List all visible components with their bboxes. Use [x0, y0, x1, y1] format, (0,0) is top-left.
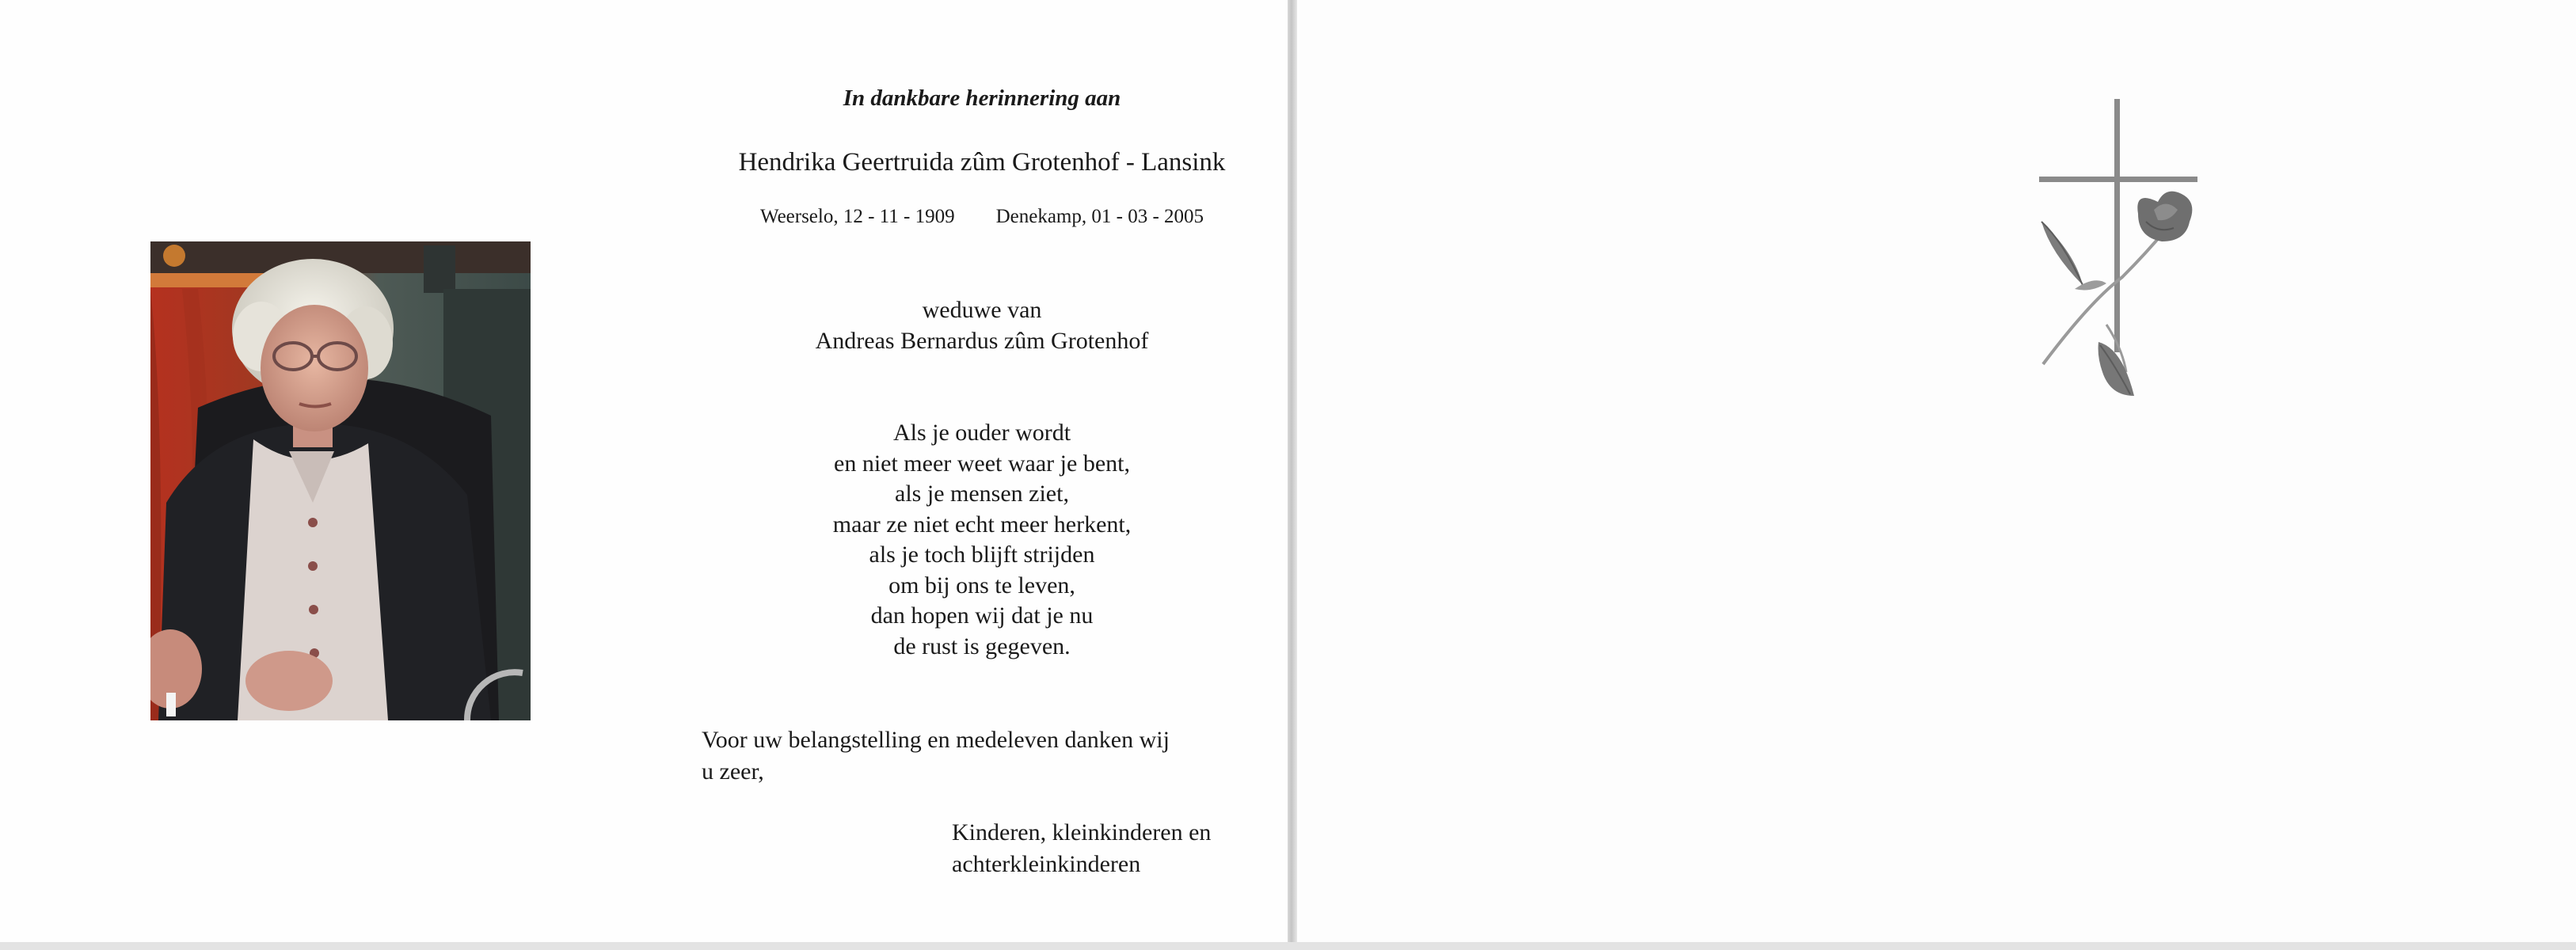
poem-line: als je mensen ziet, [895, 481, 1069, 507]
death-date: Denekamp, 01 - 03 - 2005 [995, 206, 1204, 227]
portrait-photo [150, 241, 531, 720]
birth-date: Weerselo, 12 - 11 - 1909 [759, 206, 955, 227]
card-back-page [1297, 0, 2576, 942]
thanks-message [702, 724, 1256, 788]
card-fold [1288, 0, 1297, 950]
thanks-line: Voor uw belangstelling en medeleven danken wij [702, 727, 1170, 753]
poem-line: om bij ons te leven, [888, 572, 1075, 598]
scan-bottom-edge [0, 942, 2576, 950]
card-inner-page [0, 0, 1288, 942]
poem-line: dan hopen wij dat je nu [870, 602, 1094, 629]
card-heading: In dankbare herinnering aan [843, 86, 1121, 111]
poem-line: de rust is gegeven. [893, 633, 1071, 659]
poem-line: maar ze niet echt meer herkent, [832, 511, 1132, 538]
poem-line: als je toch blijft strijden [869, 542, 1095, 568]
signature-block [952, 817, 1253, 880]
thanks-line: u zeer, [702, 758, 764, 785]
spouse-section [697, 294, 1267, 356]
cross-with-rose-icon [2027, 95, 2201, 420]
portrait-illustration [150, 241, 531, 720]
poem-line: en niet meer weet waar je bent, [834, 450, 1130, 477]
widow-label: weduwe van [922, 297, 1042, 323]
poem-line: Als je ouder wordt [892, 420, 1071, 446]
signature-line: achterkleinkinderen [952, 851, 1141, 877]
card-text [697, 0, 1267, 942]
life-dates [697, 206, 1267, 228]
deceased-name: Hendrika Geertruida zûm Grotenhof - Lansink [738, 148, 1226, 177]
poem [697, 418, 1267, 662]
signature-line: Kinderen, kleinkinderen en [952, 819, 1212, 846]
spouse-name: Andreas Bernardus zûm Grotenhof [815, 328, 1149, 354]
